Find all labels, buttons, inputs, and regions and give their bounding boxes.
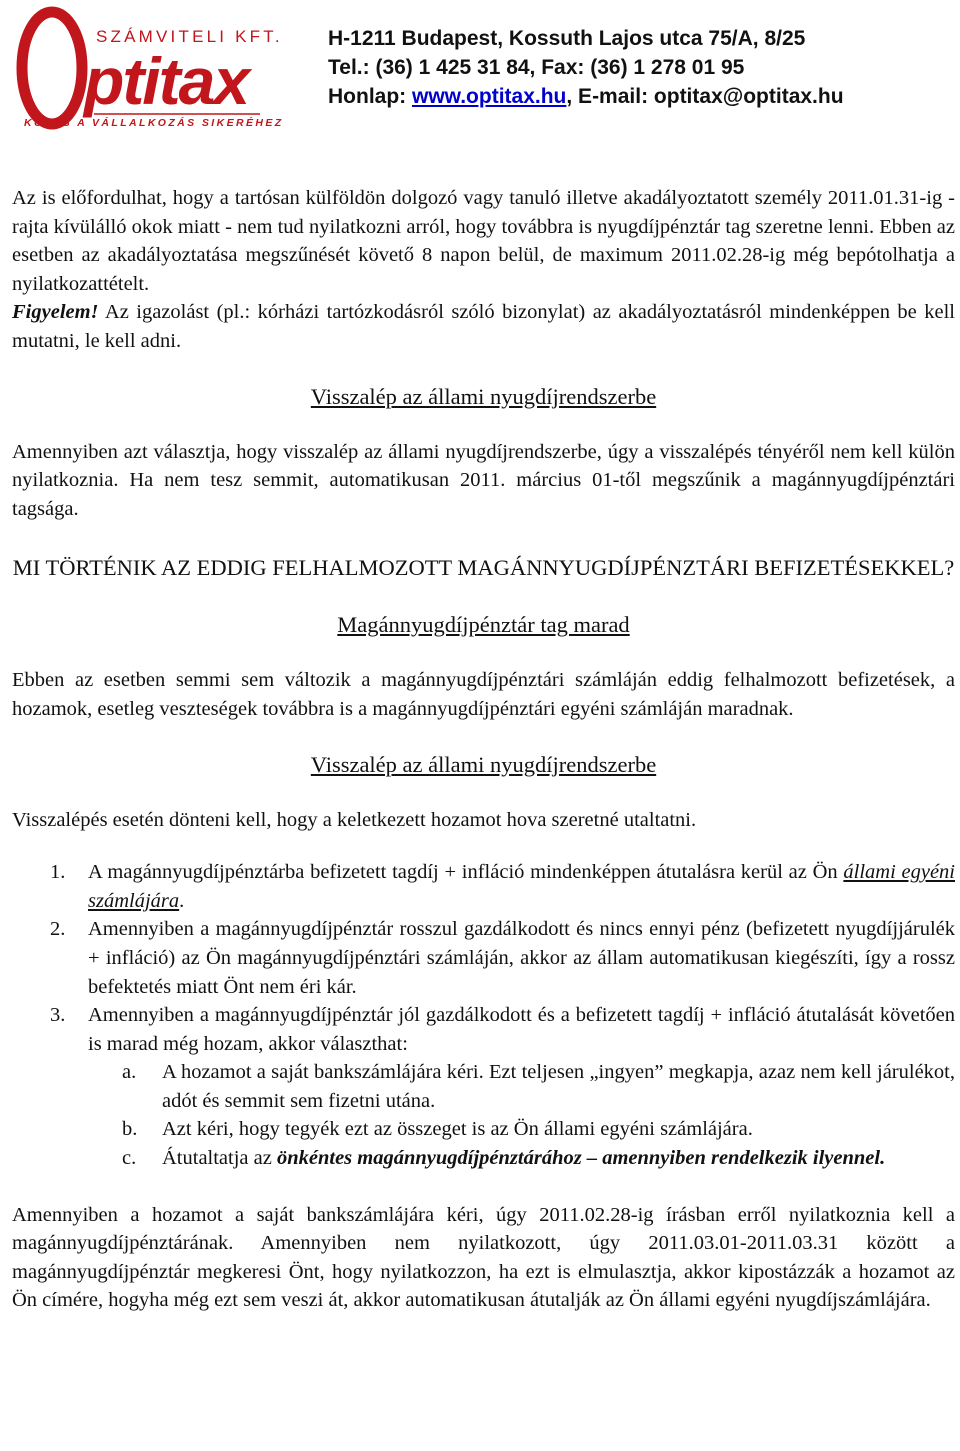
sub-list-item-text: A hozamot a saját bankszámlájára kéri. Ezt teljesen „ingyen” megkapja, azaz nem kell járulékot, adót és semmit sem fizetni utána. [162, 1061, 955, 1112]
list-marker: 2. [50, 918, 66, 941]
warning-label: Figyelem! [12, 301, 99, 324]
options-list [12, 858, 955, 1173]
sub-list-item-text: Átutaltatja az [162, 1147, 277, 1170]
sub-list-marker: b. [122, 1118, 138, 1141]
optitax-logo [10, 4, 300, 130]
list-marker: 3. [50, 1004, 66, 1027]
sub-list-item-text: Azt kéri, hogy tegyék ezt az összeget is az Ön állami egyéni számlájára. [162, 1118, 753, 1141]
sub-list-marker: a. [122, 1061, 137, 1084]
list-item-tail: . [179, 889, 185, 912]
web-label: Honlap: [328, 85, 412, 108]
svg-text:ptitax: ptitax [84, 44, 249, 118]
intro-text: Az is előfordulhat, hogy a tartósan külföldön dolgozó vagy tanuló illetve akadályoztatott személy 2011.01.31-ig - rajta kívülálló okok miatt - nem tud nyilatkozni arról, hogy továbbra is nyugdíjpénztár tag szeretne lenni. Ebben az esetben az akadályoztatása megszűnését követő 8 napon belül, de maximum 2011.02.28-ig még bepótolhatja a nyilatkozattételt. [12, 187, 955, 295]
main-heading: MI TÖRTÉNIK AZ EDDIG FELHALMOZOTT MAGÁNNYUGDÍJPÉNZTÁRI BEFIZETÉSEKKEL? [12, 555, 955, 581]
section3-intro: Visszalépés esetén dönteni kell, hogy a keletkezett hozamot hova szeretné utaltatni. [12, 808, 697, 831]
phone-line: Tel.: (36) 1 425 31 84, Fax: (36) 1 278 01 95 [328, 56, 745, 79]
sub-list-item [88, 1058, 955, 1115]
sub-options-list [88, 1058, 955, 1172]
list-item-text: Amennyiben a magánnyugdíjpénztár jól gazdálkodott és a befizetett tagdíj + infláció átutalását követően is marad még hozam, akkor választhat: [88, 1004, 955, 1055]
contact-block [328, 24, 844, 111]
list-item-text: Amennyiben a magánnyugdíjpénztár rosszul gazdálkodott és nincs ennyi pénz (befizetett nyugdíjjárulék + infláció) az Ön magánnyugdíjpénztári számláján, akkor az állam automatikusan kiegészíti, így a rossz befektetés miatt Önt nem éri kár. [88, 918, 955, 998]
section-heading-return-state-1: Visszalép az állami nyugdíjrendszerbe [310, 383, 657, 409]
sub-list-marker: c. [122, 1147, 137, 1170]
list-item [12, 1001, 955, 1173]
warning-text: Az igazolást (pl.: kórházi tartózkodásról szóló bizonylat) az akadályoztatásról mindenképpen be kell mutatni, le kell adni. [12, 301, 955, 352]
logo-slogan: KULCS A VÁLLALKOZÁS SIKERÉHEZ [24, 117, 284, 129]
email-text: , E-mail: optitax@optitax.hu [566, 85, 844, 108]
closing-paragraph: Amennyiben a hozamot a saját bankszámlájára kéri, úgy 2011.02.28-ig írásban erről nyilatkoznia kell a magánnyugdíjpénztárának. Amennyiben nem nyilatkozott, úgy 2011.03.01-2011.03.31 között a magánnyugdíjpénztár megkeresi Önt, hogy nyilatkozzon, ha ezt is elmulasztja, akkor kipostázzák a hozamot az Ön címére, hogyha még ezt sem veszi át, akkor automatikusan átutalják az Ön állami egyéni nyugdíjszámlájára. [12, 1203, 955, 1312]
sub-list-item [88, 1115, 955, 1144]
letterhead [0, 0, 960, 135]
section-heading-return-state-2: Visszalép az állami nyugdíjrendszerbe [310, 751, 657, 777]
web-line [328, 82, 844, 111]
document-body [12, 184, 955, 1315]
list-item [12, 915, 955, 1001]
section1-text: Amennyiben azt választja, hogy visszalép az állami nyugdíjrendszerbe, úgy a visszalépés tényéről nem kell külön nyilatkoznia. Ha nem tesz semmit, automatikusan 2011. március 01-től megszűnik a magánnyugdíjpénztári tagsága. [12, 440, 955, 520]
intro-paragraph [12, 184, 955, 356]
section-heading-remain-member: Magánnyugdíjpénztár tag marad [337, 612, 630, 638]
list-marker: 1. [50, 861, 66, 884]
sub-list-item-emphasis: önkéntes magánnyugdíjpénztárához – amennyiben rendelkezik ilyennel. [276, 1147, 886, 1170]
sub-list-item [88, 1144, 955, 1173]
logo-company-text: SZÁMVITELI KFT. [96, 27, 283, 46]
website-link[interactable]: www.optitax.hu [412, 85, 567, 108]
list-item-emphasis: állami egyéni számlájára [88, 861, 955, 912]
list-item-text: A magánnyugdíjpénztárba befizetett tagdíj + infláció mindenképpen átutalásra kerül az Ön [88, 861, 844, 884]
address-line: H-1211 Budapest, Kossuth Lajos utca 75/A, 8/25 [328, 27, 806, 50]
list-item [12, 858, 955, 915]
section2-text: Ebben az esetben semmi sem változik a magánnyugdíjpénztári számláján eddig felhalmozott befizetések, a hozamok, esetleg veszteségek továbbra is a magánnyugdíjpénztári egyéni számláján maradnak. [12, 669, 955, 720]
